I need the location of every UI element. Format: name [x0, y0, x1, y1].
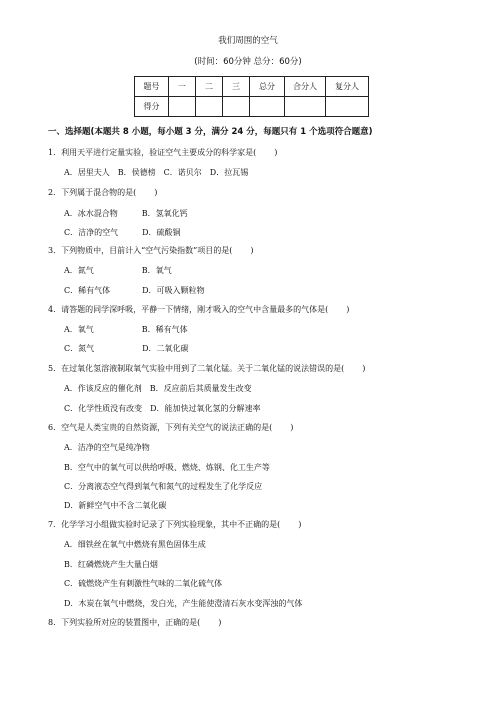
score-table-row [135, 97, 369, 117]
question-6-option-a: A．洁净的空气是纯净物 [64, 443, 150, 452]
score-header-cell: 一 [169, 77, 196, 97]
score-cell[interactable] [285, 97, 326, 117]
question-2-stem: 2．下列属于混合物的是( ) [48, 188, 158, 197]
question-6-option-d: D．新鲜空气中不含二氧化碳 [64, 501, 167, 510]
question-2-options-row1: A．冰水混合物 B．氢氧化钙 [64, 209, 188, 218]
question-4-stem: 4．请答题的同学深呼吸，平静一下情绪，刚才吸入的空气中含量最多的气体是( ) [48, 305, 350, 314]
score-header-cell: 题号 [135, 77, 169, 97]
score-cell[interactable] [196, 97, 223, 117]
score-cell[interactable] [326, 97, 369, 117]
question-6-option-b: B．空气中的氧气可以供给呼吸、燃烧、炼钢、化工生产等 [64, 463, 270, 472]
question-8-stem: 8．下列实验所对应的装置图中，正确的是( ) [48, 618, 222, 627]
question-1-stem: 1．利用天平进行定量实验，验证空气主要成分的科学家是( ) [48, 148, 278, 157]
page-title: 我们周围的空气 [218, 36, 278, 46]
question-4-options-row1: A．氧气 B．稀有气体 [64, 325, 188, 334]
question-3-options-row2: C．稀有气体 D．可吸入颗粒物 [64, 286, 205, 295]
question-4-options-row2: C．氮气 D．二氧化碳 [64, 344, 189, 353]
page-subtitle: (时间：60分钟 总分：60分) [194, 57, 302, 67]
question-5-options-row2: C．化学性质没有改变 D．能加快过氧化氢的分解速率 [64, 404, 261, 413]
score-cell[interactable] [223, 97, 250, 117]
question-1-options: A．居里夫人 B．侯德榜 C．诺贝尔 D．拉瓦锡 [64, 168, 249, 177]
question-7-option-b: B．红磷燃烧产生大量白烟 [64, 560, 158, 569]
score-header-cell: 合分人 [285, 77, 326, 97]
score-header-cell: 总分 [250, 77, 285, 97]
score-header-cell: 三 [223, 77, 250, 97]
question-5-stem: 5．在过氧化氢溶液制取氧气实验中用到了二氧化锰。关于二氧化锰的说法错误的是( ) [48, 364, 366, 373]
question-5-options-row1: A．作该反应的催化剂 B．反应前后其质量发生改变 [64, 384, 252, 393]
question-6-stem: 6．空气是人类宝贵的自然资源，下列有关空气的说法正确的是( ) [48, 423, 294, 432]
section-heading: 一、选择题(本题共 8 小题，每小题 3 分，满分 24 分，每题只有 1 个选项符合题意) [48, 127, 373, 137]
score-header-cell: 二 [196, 77, 223, 97]
score-row-label: 得分 [135, 97, 169, 117]
question-7-option-a: A．细铁丝在氧气中燃烧有黑色固体生成 [64, 540, 206, 549]
question-3-options-row1: A．氮气 B．氧气 [64, 266, 172, 275]
score-header-cell: 复分人 [326, 77, 369, 97]
score-cell[interactable] [169, 97, 196, 117]
score-table-header-row [135, 77, 369, 97]
question-2-options-row2: C．洁净的空气 D．硫酸铜 [64, 228, 181, 237]
question-3-stem: 3．下列物质中，目前计入“空气污染指数”项目的是( ) [48, 246, 254, 255]
score-table [134, 76, 369, 117]
question-7-option-c: C．硫燃烧产生有刺激性气味的二氧化硫气体 [64, 579, 223, 588]
score-cell[interactable] [250, 97, 285, 117]
question-7-stem: 7．化学学习小组做实验时记录了下列实验现象，其中不正确的是( ) [48, 520, 302, 529]
question-7-option-d: D．木炭在氧气中燃烧，发白光，产生能使澄清石灰水变浑浊的气体 [64, 599, 303, 608]
question-6-option-c: C．分离液态空气得到氧气和氮气的过程发生了化学反应 [64, 482, 263, 491]
